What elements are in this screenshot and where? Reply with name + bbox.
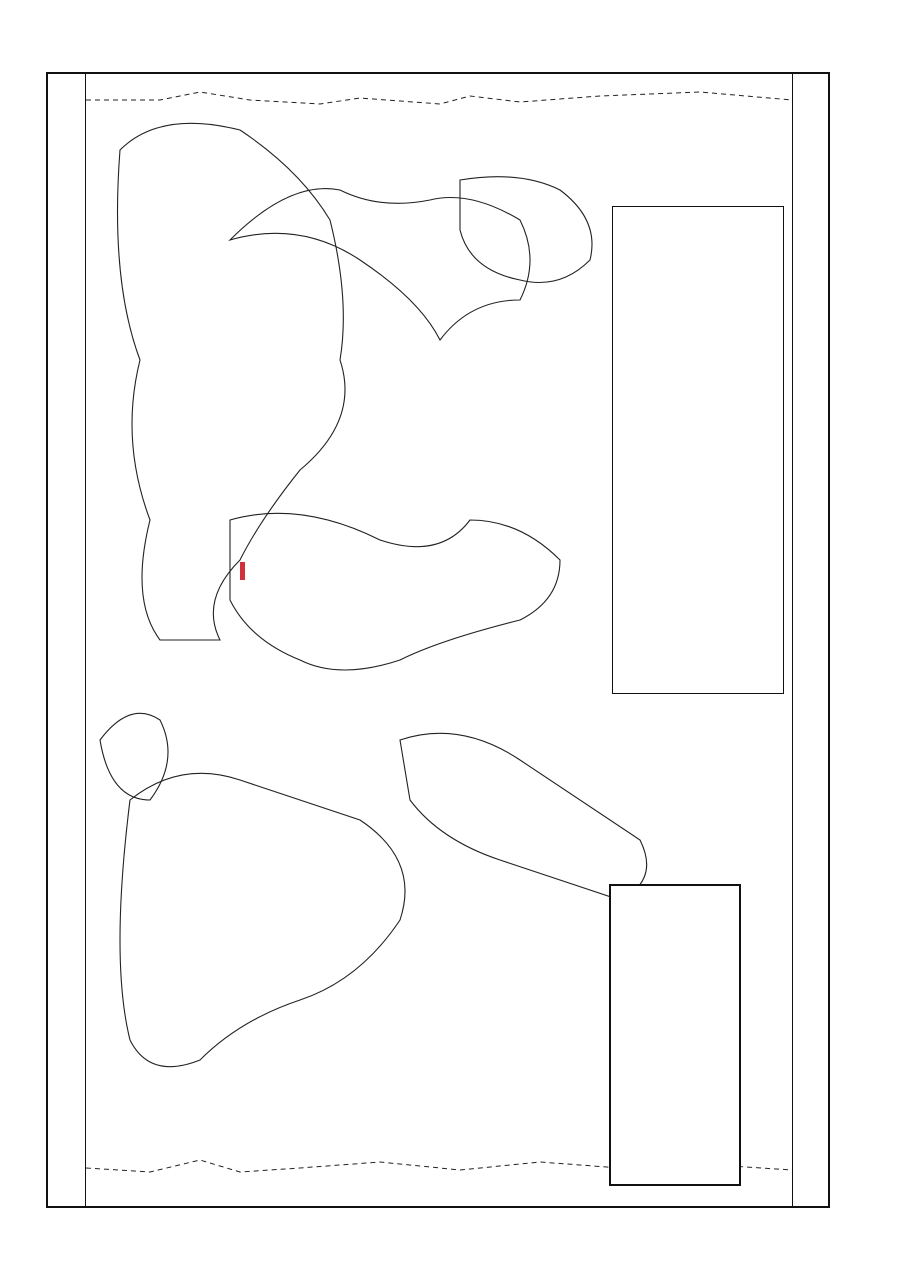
australia-outline [460, 177, 592, 283]
africa-outline [230, 513, 560, 670]
asia-east-outline [230, 189, 530, 340]
red-highlight [240, 562, 245, 580]
date-line-top [86, 92, 792, 104]
zone-legend-box [612, 206, 784, 694]
south-america-outline [400, 733, 647, 900]
eurasia-outline [118, 123, 346, 640]
standard-time-box [609, 884, 741, 1186]
greenland-outline [100, 713, 168, 800]
north-america-outline [120, 773, 405, 1066]
